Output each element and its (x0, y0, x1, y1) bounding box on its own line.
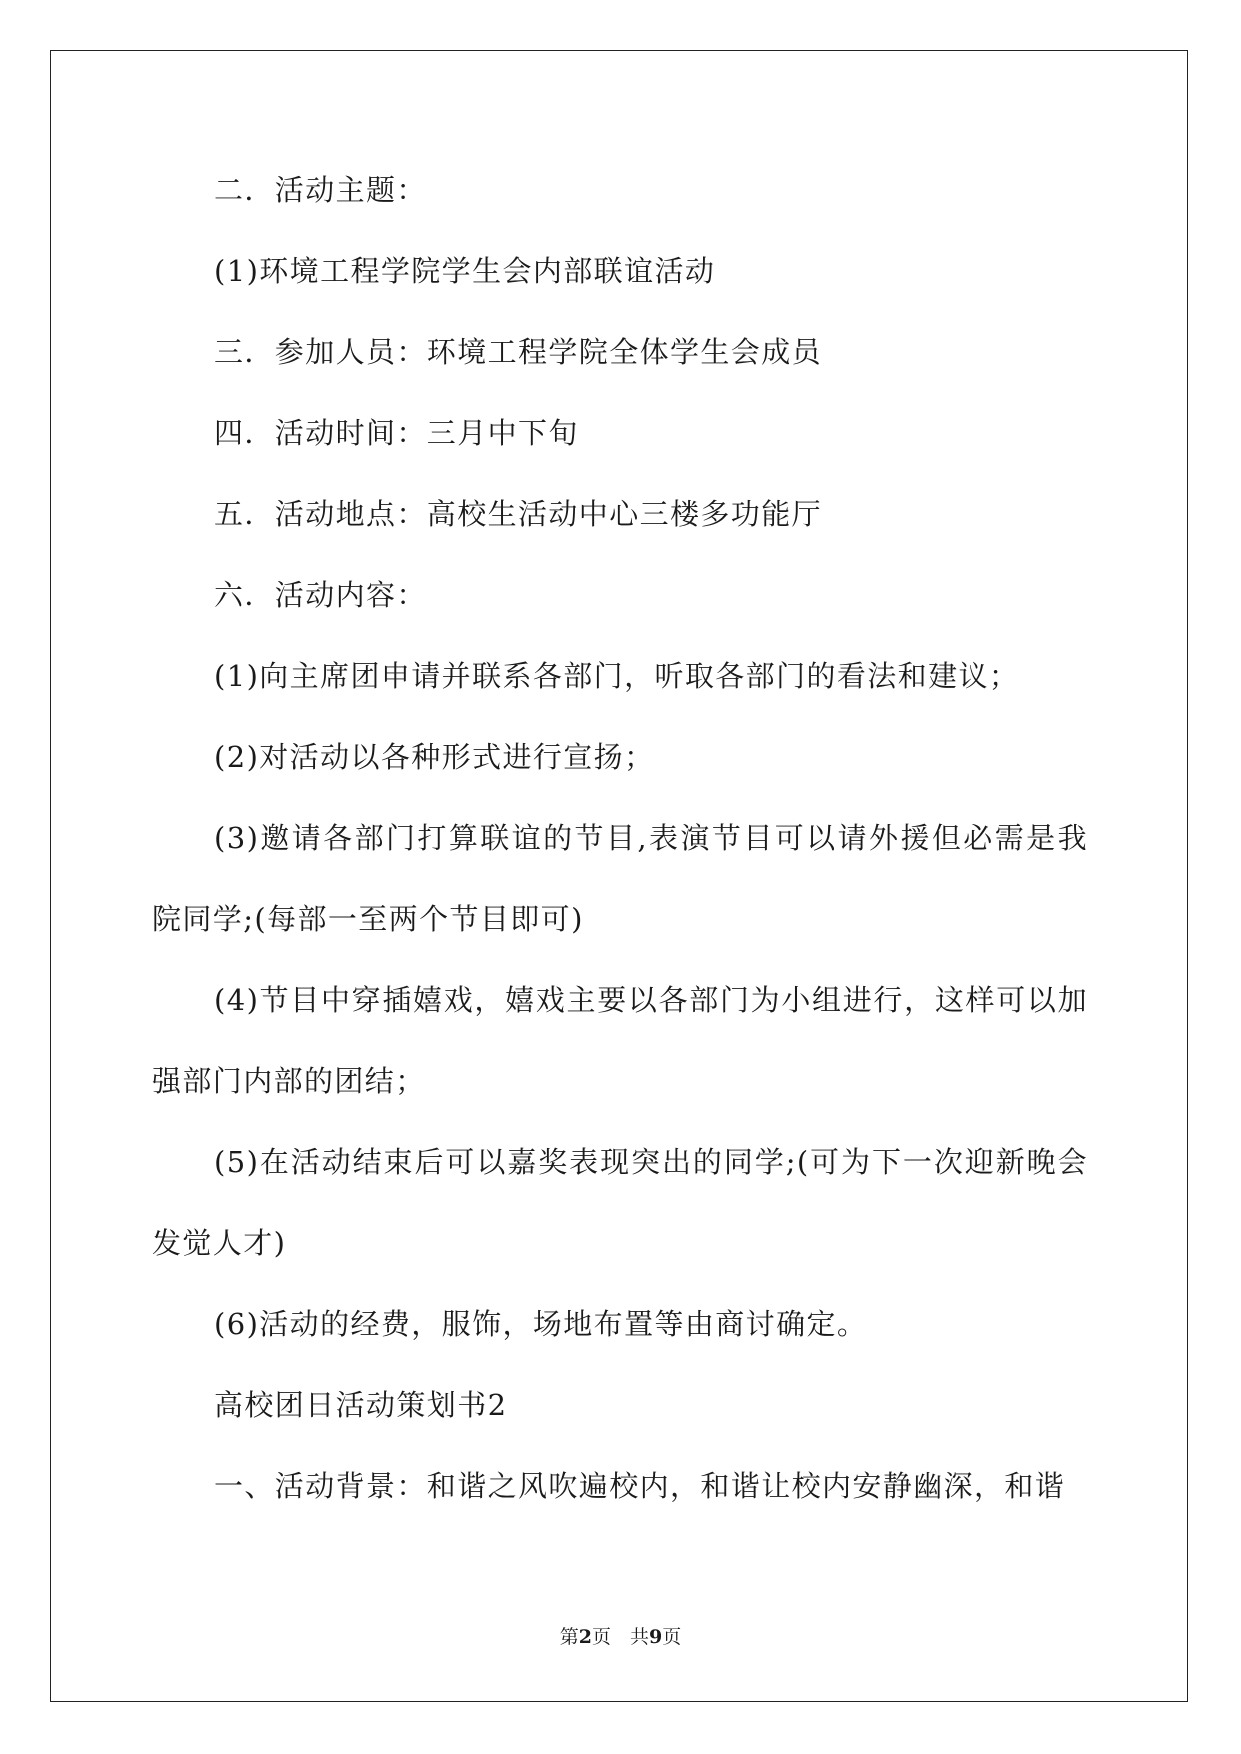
page-footer (0, 1622, 1241, 1649)
section-heading-time: 四．活动时间：三月中下旬 (214, 416, 579, 450)
section-heading-theme: 二．活动主题： (214, 173, 427, 207)
paragraph-theme-item-1: (1)环境工程学院学生会内部联谊活动 (214, 254, 716, 288)
paragraph-content-item-5: (5)在活动结束后可以嘉奖表现突出的同学;(可为下一次迎新晚会发觉人才) (152, 1145, 1088, 1260)
footer-current-page: 2 (578, 1626, 592, 1648)
paragraph-content-item-2: (2)对活动以各种形式进行宣扬； (214, 740, 655, 774)
paragraph-background: 一、活动背景：和谐之风吹遍校内，和谐让校内安静幽深，和谐 (214, 1469, 1066, 1503)
paragraph-content-item-4: (4)节目中穿插嬉戏，嬉戏主要以各部门为小组进行，这样可以加强部门内部的团结； (152, 983, 1088, 1098)
paragraph-content-item-1: (1)向主席团申请并联系各部门，听取各部门的看法和建议； (214, 659, 1020, 693)
footer-prefix: 第 (559, 1626, 579, 1648)
paragraph-content-item-3: (3)邀请各部门打算联谊的节目,表演节目可以请外援但必需是我院同学;(每部一至两个节目即可) (152, 821, 1088, 936)
footer-middle: 页 共 (591, 1626, 649, 1648)
section-heading-location: 五．活动地点：高校生活动中心三楼多功能厅 (214, 497, 823, 531)
paragraph-content-item-6: (6)活动的经费，服饰，场地布置等由商讨确定。 (214, 1307, 868, 1341)
section-heading-content: 六．活动内容： (214, 578, 427, 612)
section-heading-participants: 三．参加人员：环境工程学院全体学生会成员 (214, 335, 823, 369)
footer-total-pages: 9 (649, 1626, 663, 1648)
footer-suffix: 页 (662, 1626, 682, 1648)
document-subtitle: 高校团日活动策划书2 (214, 1388, 508, 1422)
document-body (152, 150, 1088, 1527)
